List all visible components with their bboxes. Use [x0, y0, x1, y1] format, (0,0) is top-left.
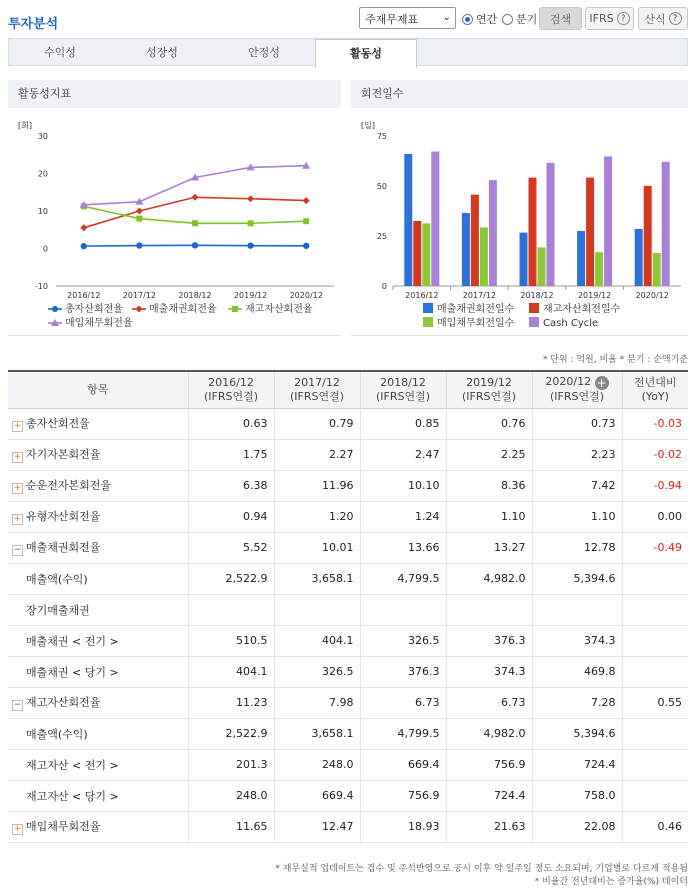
yoy-cell [622, 749, 688, 780]
search-button-label: 검색 [549, 12, 572, 26]
bar [520, 233, 528, 286]
value-cell: 2.25 [446, 439, 532, 470]
value-cell: 6.73 [446, 687, 532, 718]
footnote-update: * 재무실적 업데이트는 검수 및 주석반영으로 공시 이후 약 일주일 정도 소요되며, 기업별로 다르게 적용됨 [275, 864, 688, 874]
legend-label: 총자산회전율 [65, 304, 123, 315]
row-label: 총자산회전율 [26, 417, 90, 430]
legend-swatch [423, 317, 433, 327]
value-cell: 2,522.9 [188, 718, 274, 749]
annual-radio-label: 연간 [476, 13, 498, 26]
row-label-cell [8, 594, 188, 625]
value-cell: 8.36 [446, 470, 532, 501]
value-cell: 13.66 [360, 532, 446, 563]
value-cell: 0.94 [188, 501, 274, 532]
data-point [192, 242, 198, 248]
bar [635, 229, 643, 286]
x-tick-label: 2020/12 [289, 291, 323, 300]
row-label-cell[interactable] [8, 439, 188, 470]
legend-marker [232, 306, 238, 312]
activity-line-chart-svg [8, 108, 341, 336]
row-label: 자기자본회전율 [26, 448, 101, 461]
table-row [8, 625, 688, 656]
value-cell: 11.23 [188, 687, 274, 718]
yoy-cell [622, 656, 688, 687]
value-cell: 2.47 [360, 439, 446, 470]
value-cell: 404.1 [188, 656, 274, 687]
y-tick-label: 10 [37, 207, 48, 216]
data-point [192, 194, 199, 201]
chevron-down-icon: ⌄ [442, 12, 451, 23]
table-row [8, 408, 688, 439]
value-cell: 0.63 [188, 408, 274, 439]
value-cell: 10.01 [274, 532, 360, 563]
yoy-cell: 0.46 [622, 811, 688, 842]
value-cell: 11.65 [188, 811, 274, 842]
footnote-yoy: * 비율간 전년대비는 증가율(%) 데이터 [534, 877, 688, 887]
legend-marker [136, 306, 143, 313]
bar [604, 156, 612, 286]
data-point [303, 197, 310, 204]
value-cell: 4,799.5 [360, 718, 446, 749]
x-tick-label: 2016/12 [67, 291, 101, 300]
formula-button[interactable] [638, 7, 688, 30]
value-cell: 404.1 [274, 625, 360, 656]
legend-label: 매입채무회전율 [65, 318, 133, 329]
value-cell: 724.4 [532, 749, 622, 780]
data-point [136, 216, 142, 222]
tab-activity[interactable]: 활동성 [315, 39, 417, 68]
value-cell: 21.63 [446, 811, 532, 842]
bar [586, 178, 594, 286]
unit-note: * 단위 : 억원, 비율 * 분기 : 순액기준 [542, 355, 688, 365]
legend-label: Cash Cycle [543, 318, 599, 329]
value-cell: 7.28 [532, 687, 622, 718]
value-cell: 0.79 [274, 408, 360, 439]
formula-button-label: 산식 [644, 12, 666, 26]
bar [422, 223, 430, 286]
table-row [8, 501, 688, 532]
ifrs-button[interactable] [585, 7, 634, 30]
legend-marker [52, 306, 58, 312]
row-label-cell [8, 625, 188, 656]
table-row [8, 749, 688, 780]
turnover-bar-chart-svg [351, 108, 688, 336]
value-cell: 1.75 [188, 439, 274, 470]
row-label-cell[interactable] [8, 470, 188, 501]
expand-icon[interactable]: + [13, 514, 22, 524]
value-cell [532, 594, 622, 625]
row-label: 매출채권 < 전기 > [26, 634, 119, 648]
value-cell: 18.93 [360, 811, 446, 842]
value-cell: 669.4 [360, 749, 446, 780]
value-cell: 0.73 [532, 408, 622, 439]
x-tick-label: 2020/12 [635, 291, 669, 300]
col-period: 2017/12 (IFRS연결) [274, 371, 360, 408]
col-period: 2019/12 (IFRS연결) [446, 371, 532, 408]
value-cell: 4,982.0 [446, 718, 532, 749]
statement-select[interactable] [359, 7, 456, 29]
value-cell [274, 594, 360, 625]
value-cell: 4,799.5 [360, 563, 446, 594]
value-cell: 6.73 [360, 687, 446, 718]
col-period: 2018/12 (IFRS연결) [360, 371, 446, 408]
y-tick-label: 25 [376, 232, 387, 241]
bar [462, 213, 470, 286]
table-row [8, 687, 688, 718]
bar [547, 163, 555, 286]
expand-icon[interactable]: + [13, 824, 22, 834]
expand-icon[interactable]: + [13, 483, 22, 493]
yoy-cell: 0.55 [622, 687, 688, 718]
yoy-cell: -0.49 [622, 532, 688, 563]
legend-label: 재고자산회전율 [245, 304, 313, 315]
value-cell: 758.0 [532, 780, 622, 811]
radio-checked-icon [462, 14, 473, 25]
row-label-cell [8, 718, 188, 749]
row-label-cell [8, 749, 188, 780]
yoy-cell [622, 625, 688, 656]
row-label-cell[interactable] [8, 811, 188, 842]
tab-stability[interactable]: 안정성 [248, 46, 280, 59]
bar [413, 221, 421, 286]
x-tick-label: 2019/12 [577, 291, 612, 300]
x-tick-label: 2016/12 [405, 291, 439, 300]
table-row [8, 811, 688, 842]
row-label-cell [8, 563, 188, 594]
data-point [136, 242, 142, 248]
value-cell: 469.8 [532, 656, 622, 687]
yoy-cell: 0.00 [622, 501, 688, 532]
data-point [248, 220, 254, 226]
row-label-cell[interactable] [8, 501, 188, 532]
value-cell: 5,394.6 [532, 718, 622, 749]
table-header-row [8, 371, 688, 408]
bar [595, 252, 603, 286]
x-tick-label: 2018/12 [178, 291, 212, 300]
yoy-cell [622, 718, 688, 749]
value-cell: 2.27 [274, 439, 360, 470]
value-cell: 248.0 [274, 749, 360, 780]
analysis-tabs [8, 38, 688, 66]
value-cell: 756.9 [360, 780, 446, 811]
yoy-cell [622, 563, 688, 594]
y-tick-label: 0 [381, 282, 387, 291]
activity-table [8, 370, 688, 843]
bar [653, 253, 661, 286]
value-cell: 6.38 [188, 470, 274, 501]
yoy-cell [622, 780, 688, 811]
value-cell: 201.3 [188, 749, 274, 780]
value-cell: 12.78 [532, 532, 622, 563]
value-cell: 1.20 [274, 501, 360, 532]
bar [644, 186, 652, 286]
legend-swatch [423, 303, 433, 313]
value-cell: 1.24 [360, 501, 446, 532]
y-tick-label: 20 [37, 169, 48, 179]
table-row [8, 532, 688, 563]
expand-icon[interactable]: + [13, 421, 22, 431]
value-cell: 5,394.6 [532, 563, 622, 594]
value-cell: 724.4 [446, 780, 532, 811]
row-label: 순운전자본회전율 [26, 479, 112, 492]
y-tick-label: 0 [42, 244, 48, 254]
data-point [303, 243, 309, 249]
annual-radio[interactable] [462, 11, 497, 27]
quarter-radio-label: 분기 [516, 13, 538, 26]
legend-label: 매출채권회전율 [149, 304, 217, 315]
row-label: 재고자산회전율 [26, 696, 101, 709]
yoy-cell: -0.94 [622, 470, 688, 501]
value-cell: 4,982.0 [446, 563, 532, 594]
bar [431, 152, 439, 286]
value-cell: 3,658.1 [274, 718, 360, 749]
activity-chart-title: 활동성지표 [8, 80, 341, 108]
search-button[interactable] [539, 7, 582, 30]
bar [538, 247, 546, 286]
x-tick-label: 2018/12 [520, 291, 554, 300]
statement-select-value: 주재무제표 [365, 13, 419, 26]
ifrs-button-label: IFRS [589, 12, 614, 25]
value-cell: 13.27 [446, 532, 532, 563]
data-point [136, 207, 143, 214]
data-point [80, 224, 87, 231]
value-cell: 1.10 [532, 501, 622, 532]
value-cell: 11.96 [274, 470, 360, 501]
legend-label: 매출채권회전일수 [437, 304, 515, 315]
table-row [8, 439, 688, 470]
row-label-cell [8, 656, 188, 687]
row-label-cell[interactable] [8, 532, 188, 563]
collapse-icon[interactable]: − [13, 545, 22, 555]
col-period: 2016/12 (IFRS연결) [188, 371, 274, 408]
y-unit-label: [일] [361, 121, 375, 130]
value-cell: 374.3 [532, 625, 622, 656]
row-label: 재고자산 < 당기 > [26, 789, 119, 803]
bar [662, 162, 670, 286]
bar [529, 178, 537, 286]
table-row [8, 470, 688, 501]
col-period: 2020/12 + (IFRS연결) [532, 371, 622, 408]
y-tick-label: -10 [34, 282, 48, 291]
data-point [303, 218, 309, 224]
value-cell: 376.3 [360, 656, 446, 687]
row-label: 유형자산회전율 [26, 510, 101, 523]
y-unit-label: [회] [18, 121, 32, 130]
table-row [8, 563, 688, 594]
value-cell: 669.4 [274, 780, 360, 811]
value-cell: 12.47 [274, 811, 360, 842]
page-title: 투자분석 [8, 17, 59, 32]
legend-label: 매입채무회전일수 [437, 318, 515, 329]
y-tick-label: 30 [37, 132, 48, 141]
tab-growth[interactable]: 성장성 [146, 46, 178, 59]
row-label-cell[interactable] [8, 687, 188, 718]
quarter-radio[interactable] [502, 11, 537, 27]
value-cell: 2.23 [532, 439, 622, 470]
help-icon: ? [669, 12, 682, 25]
value-cell: 756.9 [446, 749, 532, 780]
row-label: 재고자산 < 전기 > [26, 758, 119, 772]
value-cell: 22.08 [532, 811, 622, 842]
value-cell: 0.85 [360, 408, 446, 439]
value-cell: 7.98 [274, 687, 360, 718]
x-tick-label: 2017/12 [122, 291, 157, 300]
value-cell [188, 594, 274, 625]
table-row [8, 594, 688, 625]
bar [577, 231, 585, 286]
value-cell: 3,658.1 [274, 563, 360, 594]
y-tick-label: 75 [376, 132, 387, 141]
yoy-cell [622, 594, 688, 625]
data-point [247, 195, 254, 202]
turnover-days-chart-title: 회전일수 [351, 80, 688, 108]
row-label: 매출채권회전율 [26, 541, 101, 554]
tab-profitability[interactable]: 수익성 [44, 46, 76, 59]
table-row [8, 718, 688, 749]
data-point [81, 243, 87, 249]
row-label: 매입채무회전율 [26, 820, 101, 833]
value-cell [446, 594, 532, 625]
yoy-cell: -0.02 [622, 439, 688, 470]
turnover-bar-chart [351, 108, 688, 336]
data-point [247, 242, 253, 248]
legend-label: 재고자산회전일수 [543, 304, 621, 315]
value-cell: 7.42 [532, 470, 622, 501]
value-cell: 510.5 [188, 625, 274, 656]
row-label-cell[interactable] [8, 408, 188, 439]
row-label: 매출액(수익) [26, 727, 88, 741]
yoy-cell: -0.03 [622, 408, 688, 439]
bar [471, 195, 479, 286]
table-row [8, 656, 688, 687]
expand-icon[interactable]: + [13, 452, 22, 462]
value-cell: 376.3 [446, 625, 532, 656]
value-cell: 0.76 [446, 408, 532, 439]
value-cell: 326.5 [360, 625, 446, 656]
radio-unchecked-icon [502, 14, 513, 25]
help-icon: ? [617, 12, 630, 25]
collapse-icon[interactable]: − [13, 700, 22, 710]
legend-swatch [529, 317, 539, 327]
value-cell: 1.10 [446, 501, 532, 532]
data-point [192, 220, 198, 226]
bar [404, 154, 412, 286]
y-tick-label: 50 [376, 182, 387, 191]
value-cell: 10.10 [360, 470, 446, 501]
value-cell: 326.5 [274, 656, 360, 687]
activity-line-chart [8, 108, 341, 336]
value-cell: 248.0 [188, 780, 274, 811]
value-cell: 374.3 [446, 656, 532, 687]
x-tick-label: 2017/12 [462, 291, 497, 300]
bar [480, 227, 488, 286]
row-label: 매출채권 < 당기 > [26, 665, 119, 679]
value-cell: 2,522.9 [188, 563, 274, 594]
value-cell [360, 594, 446, 625]
legend-swatch [529, 303, 539, 313]
bar [489, 180, 497, 286]
value-cell: 5.52 [188, 532, 274, 563]
row-label: 매출액(수익) [26, 572, 88, 586]
x-tick-label: 2019/12 [233, 291, 268, 300]
col-item: 항목 [8, 371, 188, 408]
table-row [8, 780, 688, 811]
col-yoy: 전년대비 (YoY) [622, 371, 688, 408]
expand-column-icon[interactable]: + [596, 376, 607, 391]
row-label: 장기매출채권 [26, 603, 90, 617]
row-label-cell [8, 780, 188, 811]
